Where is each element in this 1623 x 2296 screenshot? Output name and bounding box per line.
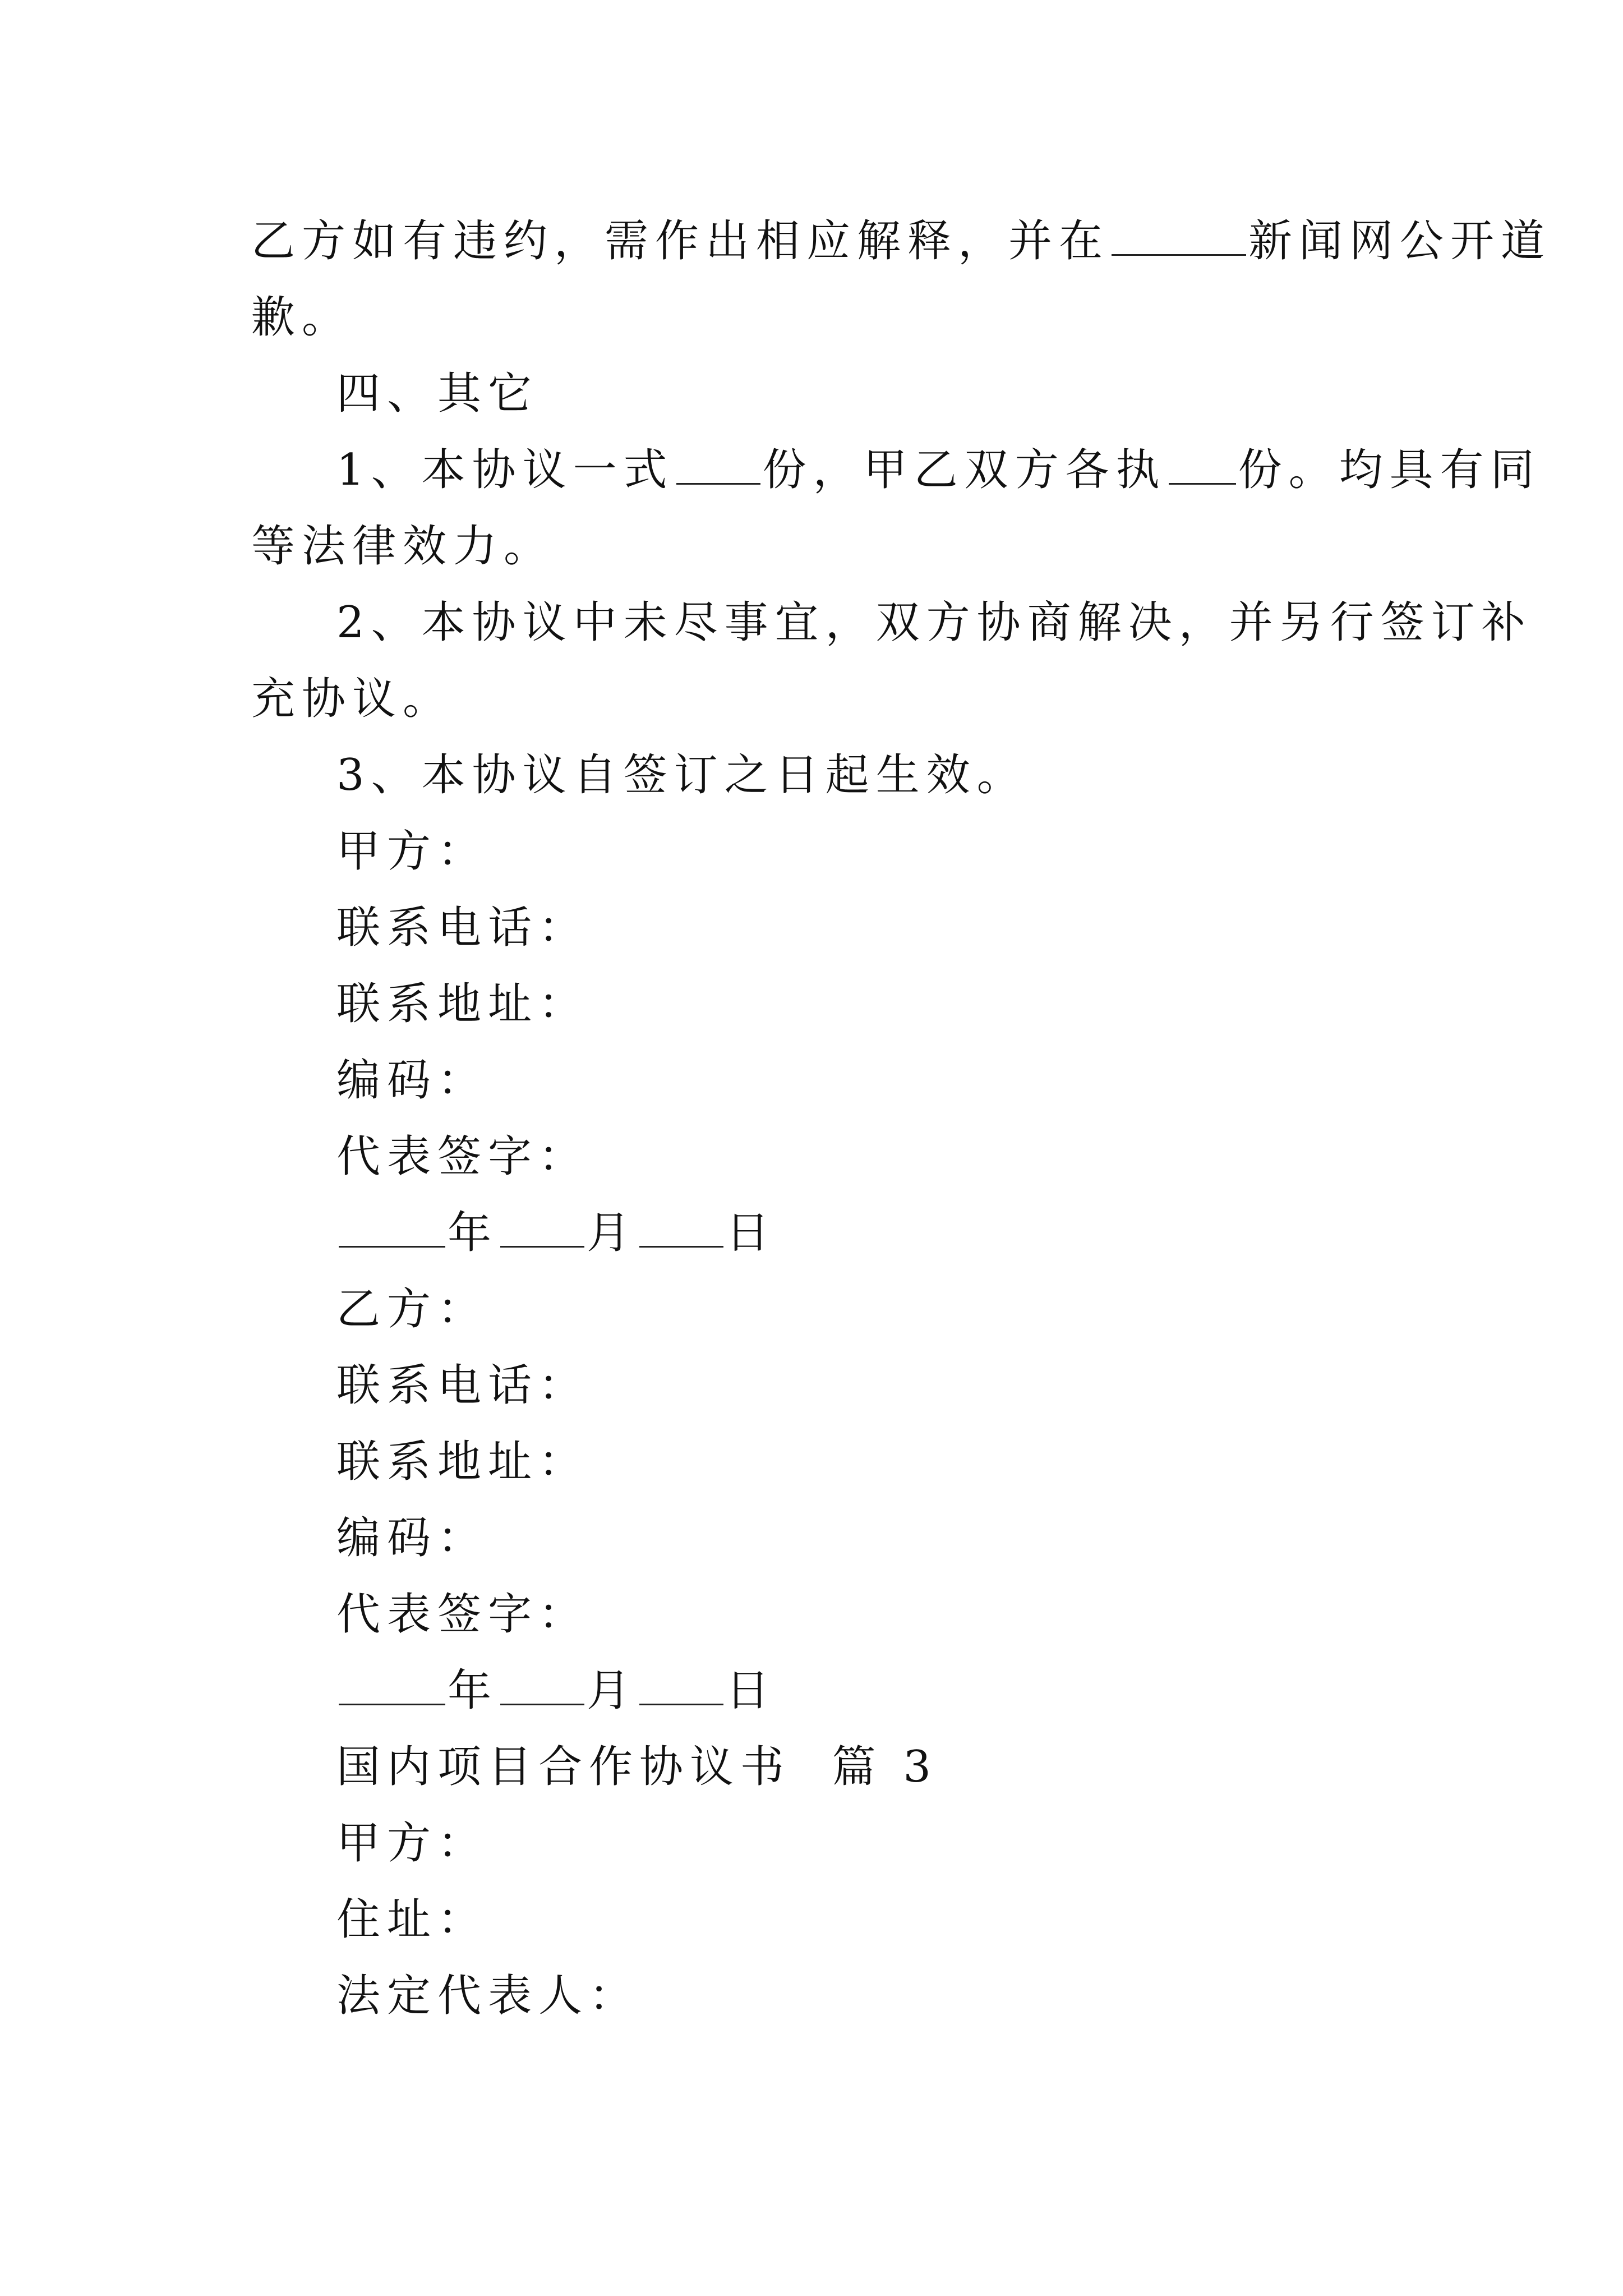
paragraph-breach-clause [251, 213, 1551, 269]
clause-1 [336, 442, 1541, 498]
clause-1-continuation: 等法律效力。 [251, 521, 555, 572]
legal-representative-label: 法定代表人： [336, 1971, 640, 2021]
party-b-date-line [336, 1663, 776, 1719]
party-a-label-section-3: 甲方： [336, 1818, 488, 1869]
day-label: 日 [726, 1208, 777, 1258]
blank-field [500, 1208, 584, 1248]
blank-field [339, 1208, 445, 1248]
blank-field [500, 1665, 584, 1705]
text-segment: 份。均具有同 [1238, 445, 1541, 495]
blank-field [676, 445, 760, 485]
address-label: 住址： [336, 1894, 488, 1945]
party-a-code-label: 编码： [336, 1055, 488, 1106]
party-b-signature-label: 代表签字： [336, 1589, 589, 1640]
clause-2-continuation: 充协议。 [251, 674, 454, 724]
blank-field [639, 1665, 723, 1705]
blank-field [339, 1665, 445, 1705]
text-segment: 乙方如有违约，需作出相应解释，并在 [251, 216, 1110, 266]
section-title-agreement-3: 国内项目合作协议书 篇 3 [336, 1742, 938, 1792]
party-b-address-label: 联系地址： [336, 1437, 589, 1487]
clause-3: 3、本协议自签订之日起生效。 [336, 750, 1027, 800]
day-label: 日 [726, 1665, 777, 1716]
party-b-label: 乙方： [336, 1284, 488, 1335]
clause-2: 2、本协议中未尽事宜，双方协商解决，并另行签订补 [336, 597, 1532, 648]
party-a-label: 甲方： [336, 826, 488, 877]
blank-field [639, 1208, 723, 1248]
text-segment: 1、本协议一式 [336, 445, 674, 495]
party-a-phone-label: 联系电话： [336, 903, 589, 953]
party-b-phone-label: 联系电话： [336, 1360, 589, 1411]
text-segment: 份，甲乙双方各执 [762, 445, 1166, 495]
blank-field [1169, 445, 1236, 485]
party-a-signature-label: 代表签字： [336, 1131, 589, 1182]
section-heading-other: 四、其它 [336, 369, 539, 419]
party-a-date-line [336, 1205, 776, 1261]
month-label: 月 [587, 1208, 638, 1258]
month-label: 月 [587, 1665, 638, 1716]
party-b-code-label: 编码： [336, 1513, 488, 1563]
year-label: 年 [448, 1208, 499, 1258]
blank-field [1112, 216, 1246, 256]
year-label: 年 [448, 1665, 499, 1716]
paragraph-continuation: 歉。 [251, 292, 353, 343]
party-a-address-label: 联系地址： [336, 979, 589, 1029]
text-segment: 新闻网公开道 [1248, 216, 1552, 266]
